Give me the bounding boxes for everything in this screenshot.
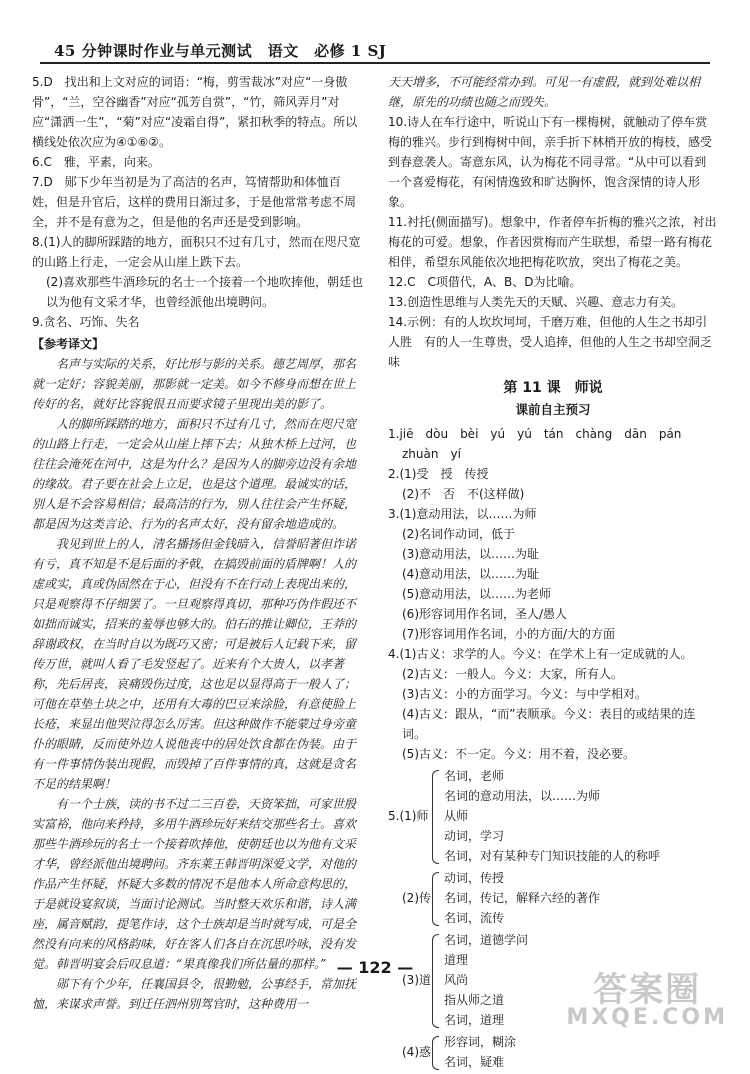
answer-1-pinyin: 1.jiē dòu bèi yú yú tán chàng dān pán (388, 427, 682, 441)
tree-item: 动词，学习 (444, 829, 505, 843)
translation-paragraph: 人的脚所踩踏的地方，面积只不过有几寸，然而在咫尺宽的山路上行走，一定会从山崖上摔下去；从独木桥上过河，也往往会淹死在河中，这是为什么？是因为人的脚旁边没有余地的缘故。君子要在社会上立足，也是这个道理。最诚实的话，别人是不会容易相信；最高洁的行为，别人往往会产生怀疑，都是因为这类言论、行为的名声太好，没有留余地造成的。 (32, 417, 357, 531)
reference-translation-title: 【参考译文】 (32, 337, 105, 351)
tree-item: 动词，传授 (444, 871, 505, 885)
tree-item: 名词，传记，解释六经的著作 (444, 891, 601, 905)
brace-icon (432, 872, 439, 926)
answer-9: 9.贪名、巧饰、失名 (32, 315, 140, 329)
tree-items (444, 1032, 516, 1072)
translation-paragraph: 有一个士族，读的书不过二三百卷，天资笨拙，可家世殷实富裕，他向来矜持，多用牛酒珍玩好来结交那些名士。喜欢那些牛酒珍玩的名士一个接着吹捧他，使朝廷也以为他有文采才华，曾经派他出境聘问。齐东莱王韩晋明深爱文学，对他的作品产生怀疑，怀疑大多数的情况不是他本人所命意构思的，于是就设宴叙谈，当面讨论测试。当时整天欢乐和谐，诗人满座，属音赋韵，提笔作诗，这个士族却是当时就写成，可是全然没有向来的风格韵味，好在客人们各自在沉思吟咏，没有发觉。韩晋明宴会后叹息道：“果真像我们所估量的那样。” (32, 797, 357, 971)
answer-10: 10.诗人在车行途中，听说山下有一棵梅树，就触动了停车赏梅的雅兴。步行到梅树中间，亲手折下林梢开放的梅枝，感受到春意袭人。寄意东风，认为梅花不同寻常。“从中可以看到一个喜爱梅花，有闲情逸致和旷达胸怀，饱含深情的诗人形象。 (388, 115, 713, 209)
translation-paragraph: 郧下有个少年，任襄国县令，很勤勉，公事经手，常加抚恤，来谋求声誉。到迁任泗州别驾官时，这种费用一 (32, 977, 357, 1011)
answer-8-1: 8.(1)人的脚所踩踏的地方，面积只不过有几寸，然而在咫尺宽的山路上行走，一定会从山崖上跌下去。 (32, 235, 361, 269)
answer-4-4: (4)古义：跟从，“而”表顺承。今义：表目的或结果的连词。 (402, 707, 696, 741)
translation-paragraph: 名声与实际的关系，好比形与影的关系。德艺周厚，那名就一定好；容貌美丽，那影就一定美。如今不修身而想在世上传好的名，就好比容貌很丑而要求镜子里现出美的影了。 (32, 357, 357, 411)
translation-continued: 天天增多，不可能经常办到。可见一有虚假，就到处难以相继，原先的功绩也随之而毁失。 (388, 75, 701, 109)
answer-4-1: 4.(1)古义：求学的人。今义：在学术上有一定成就的人。 (388, 647, 693, 661)
tree-key: (4)惑 (402, 1045, 431, 1059)
tree-key: 5.(1)师 (388, 809, 429, 823)
tree-item: 风尚 (444, 973, 469, 987)
brace-icon (432, 770, 439, 864)
page-header (0, 0, 750, 58)
answer-3-5: (5)意动用法，以……为老师 (402, 587, 551, 601)
header-rule (40, 62, 710, 64)
brace-icon (432, 1036, 439, 1070)
tree-items (444, 766, 660, 866)
tree-item: 名词的意动用法，以……为师 (444, 789, 601, 803)
answer-12: 12.C C项借代，A、B、D为比喻。 (388, 275, 582, 289)
answer-2-2: (2)不 否 不(这样做) (402, 487, 525, 501)
meaning-tree-shi (388, 766, 718, 866)
answer-13: 13.创造性思维与人类先天的天赋、兴趣、意志力有关。 (388, 295, 684, 309)
answer-3-4: (4)意动用法，以……为耻 (402, 567, 539, 581)
tree-item: 从师 (444, 809, 469, 823)
section-title: 课前自主预习 (515, 402, 591, 417)
tree-item: 道理 (444, 953, 469, 967)
left-column (32, 72, 364, 1014)
answer-14: 14.示例：有的人坎坎坷坷，千磨万难，但他的人生之书却引人胜 有的人一生尊贵，受人追捧，但他的人生之书却空洞乏味 (388, 315, 713, 369)
tree-item: 名词，对有某种专门知识技能的人的称呼 (444, 849, 661, 863)
answer-1-pinyin-cont: zhuàn yí (402, 447, 461, 461)
answer-7: 7.D 郧下少年当初是为了高洁的名声，笃情帮助和体恤百姓，但是升官后，这样的费用日渐过多，于是他常常考虑不周全，并不是有意为之，但是他的名声还是受到影响。 (32, 175, 357, 229)
translation-paragraph: 我见到世上的人，清名播扬但金钱暗入，信誉昭著但诈诺有亏，真不知是不是后面的矛戟，在搞毁前面的盾牌啊！人的虚或实，真或伪固然在于心，但没有不在行动上表现出来的，只是观察得不仔细罢了。一旦观察得真切，那种巧伪作假还不如拙而诚实，招来的羞辱也够大的。伯石的推让卿位，王莽的辞谢政权，在当时自以为既巧又密；可是被后人记载下来，留传万世，就叫人看了毛发竖起了。近来有个大贵人，以孝著称，先后居丧，哀痛毁伤过度，这也足以显得高于一般人了；可他在草垫土块之中，还用有大毒的巴豆来涂脸，有意使脸上长疮，来显出他哭泣得怎么厉害。但这种做作不能蒙过身旁童仆的眼睛，反而使外边人说他丧中的居处饮食都在伪装。由于有一件事情伪装出现假，而毁掉了百件事情的真，这就是贪名不足的结果啊！ (32, 537, 357, 791)
tree-key: (3)道 (402, 973, 431, 987)
right-column (388, 72, 718, 1074)
watermark-logo (566, 970, 728, 1030)
answer-8-2: (2)喜欢那些牛酒珍玩的名士一个接着一个地吹捧他，朝廷也以为他有文采才华，也曾经派他出境聘问。 (46, 275, 364, 309)
answer-11: 11.衬托(侧面描写)。想象中，作者停车折梅的雅兴之浓，衬出梅花的可爱。想象，作者因赏梅而产生联想，希望一路有梅花相伴，希望东风能依次地把梅花吹放，突出了梅花之美。 (388, 215, 717, 269)
tree-item: 名词，道德学问 (444, 933, 529, 947)
tree-item: 名词，道理 (444, 1013, 505, 1027)
tree-item: 名词，流传 (444, 911, 505, 925)
brace-icon (432, 934, 439, 1028)
tree-key: (2)传 (402, 891, 431, 905)
watermark-line-2: MXQE.COM (566, 1005, 728, 1030)
answer-4-3: (3)古义：小的方面学习。今义：与中学相对。 (402, 687, 647, 701)
tree-item: 名词，疑难 (444, 1055, 505, 1069)
answer-3-6: (6)形容词用作名词，圣人/愚人 (402, 607, 568, 621)
tree-items (444, 930, 528, 1030)
tree-item: 指从师之道 (444, 993, 505, 1007)
tree-item: 形容词，糊涂 (444, 1035, 517, 1049)
answer-3-1: 3.(1)意动用法，以……为师 (388, 507, 537, 521)
tree-items (444, 868, 600, 928)
watermark-line-1: 答案圈 (593, 970, 702, 1010)
meaning-tree-chuan (388, 868, 718, 928)
answer-3-2: (2)名词作动词，低于 (402, 527, 515, 541)
answer-2-1: 2.(1)受 授 传授 (388, 467, 489, 481)
tree-item: 名词，老师 (444, 769, 505, 783)
answer-6: 6.C 雅，平素，向来。 (32, 155, 160, 169)
answer-3-7: (7)形容词用作名词，小的方面/大的方面 (402, 627, 616, 641)
meaning-tree-huo (388, 1032, 718, 1072)
answer-3-3: (3)意动用法，以……为耻 (402, 547, 539, 561)
lesson-title: 第 11 课 师说 (503, 380, 603, 396)
answer-4-2: (2)古义：一般人。今义：大家，所有人。 (402, 667, 623, 681)
answer-5: 5.D 找出和上文对应的词语：“梅，剪雪裁冰”对应“一身傲骨”，“兰，空谷幽香”对应“孤芳自赏”，“竹，筛风弄月”对应“潇洒一生”，“菊”对应“凌霜自得”，紧扣秋季的特点。所以横线处依次应为④①⑥②。 (32, 75, 358, 149)
page-number: — 122 — (336, 958, 414, 977)
running-title: 45 分钟课时作业与单元测试 语文 必修 1 SJ (54, 42, 387, 60)
answer-4-5: (5)古义：不一定。今义：用不着，没必要。 (402, 747, 635, 761)
